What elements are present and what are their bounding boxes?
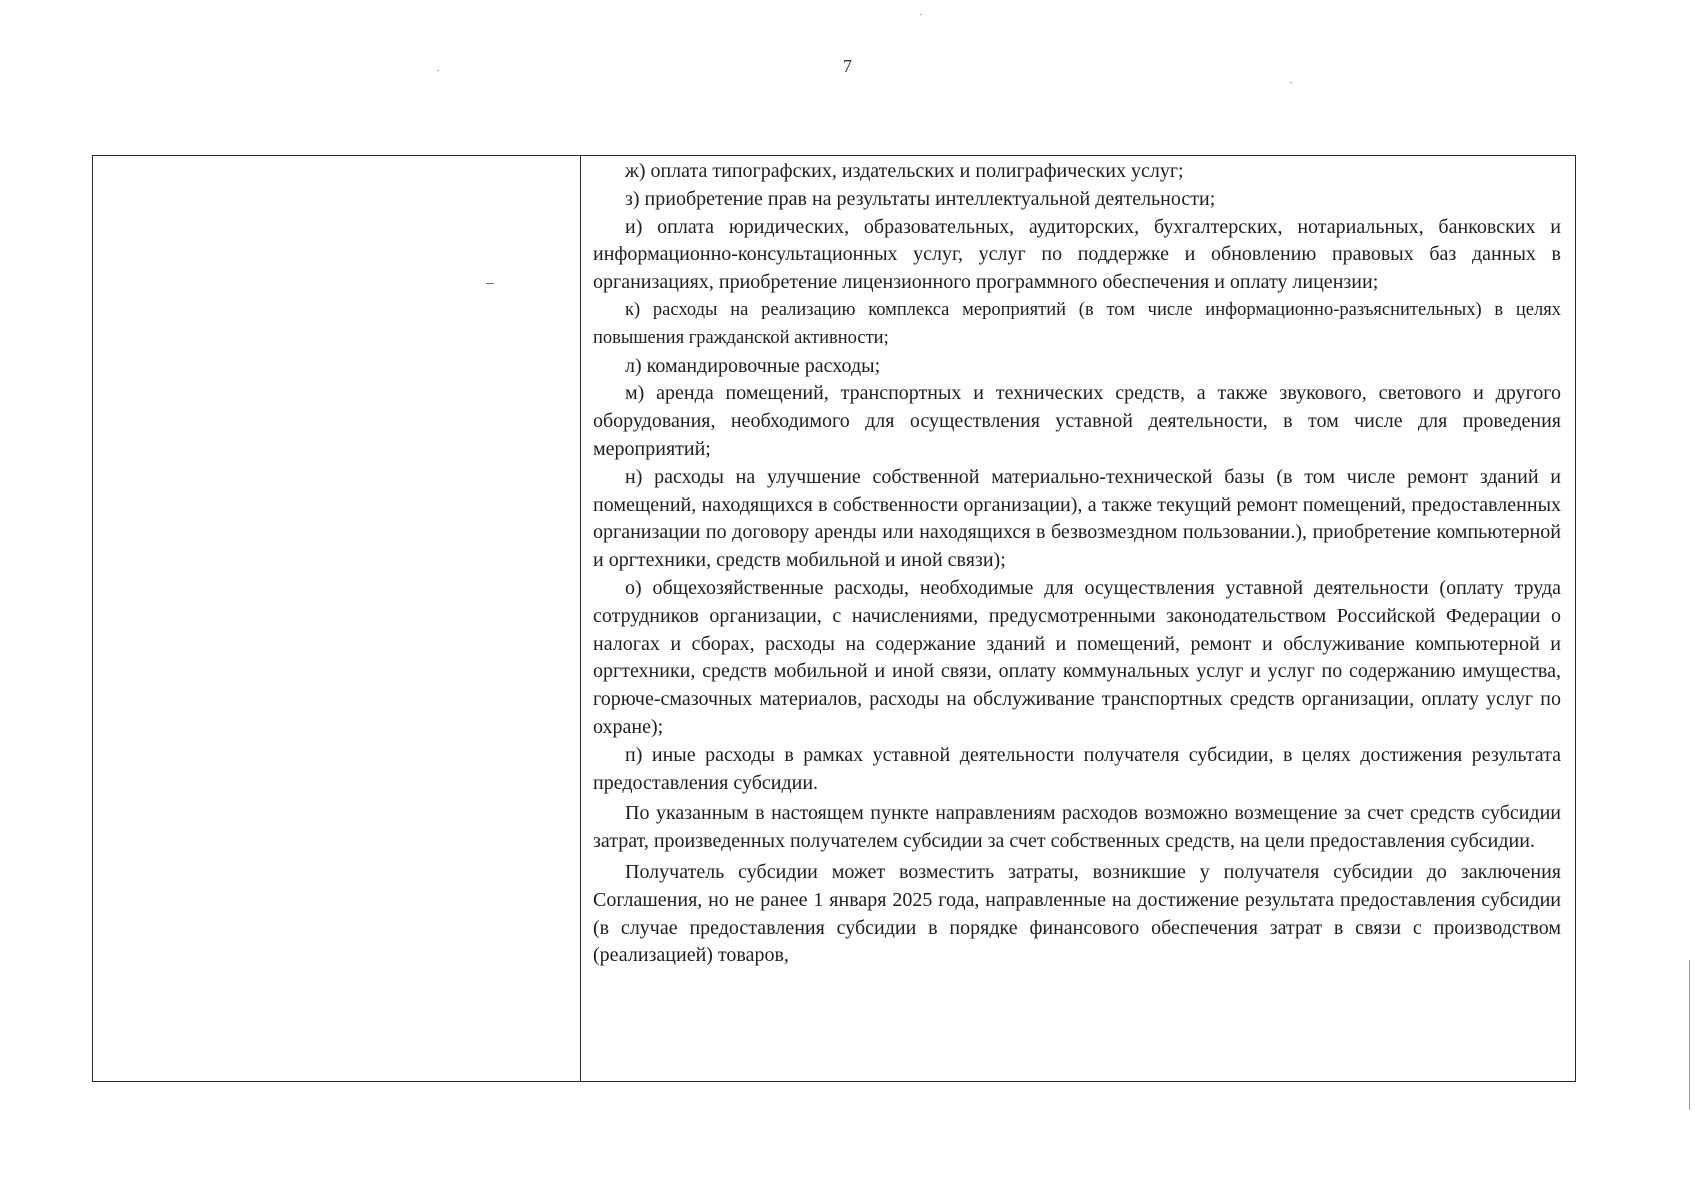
scan-speck bbox=[437, 70, 439, 71]
scan-speck bbox=[1290, 82, 1292, 83]
paragraph-z: з) приобретение прав на результаты интеллектуальной деятельности; bbox=[625, 187, 1216, 210]
paragraph-o: о) общехозяйственные расходы, необходимые для осуществления уставной деятельности (оплату труда сотрудников организации, с начислениями, предусмотренными законодательством Российской Федерации о налогах и сборах, расходы на содержание зданий и помещений, ремонт и обслуживание компьютерной и оргтехники, средств мобильной и иной связи, оплату коммунальных услуг и услуг по содержанию имущества, горюче-смазочных материалов, расходы на обслуживание транспортных средств организации, оплату услуг по охране); bbox=[593, 576, 1561, 738]
scan-speck bbox=[920, 14, 922, 15]
scan-dash-mark bbox=[486, 283, 494, 284]
paragraph-zh: ж) оплата типографских, издательских и полиграфических услуг; bbox=[625, 160, 1184, 182]
paragraph-i: и) оплата юридических, образовательных, аудиторских, бухгалтерских, нотариальных, банковских и информационно-консультационных услуг, услуг по поддержке и обновлению правовых баз данных в организациях, приобретение лицензионного программного обеспечения и оплату лицензии; bbox=[593, 215, 1561, 294]
paragraph-l: л) командировочные расходы; bbox=[625, 354, 881, 377]
paragraph-p: п) иные расходы в рамках уставной деятельности получателя субсидии, в целях достижения результата предоставления субсидии. bbox=[593, 743, 1561, 794]
paragraph-n: н) расходы на улучшение собственной материально-технической базы (в том числе ремонт зданий и помещений, находящихся в собственности организации), а также текущий ремонт помещений, предоставленных организации по договору аренды или находящихся в безвозмездном пользовании.), приобретение компьютерной и оргтехники, средств мобильной и иной связи); bbox=[593, 465, 1561, 572]
paragraph-m: м) аренда помещений, транспортных и технических средств, а также звукового, светового и другого оборудования, необходимого для осуществления уставной деятельности, в том числе для проведения мероприятий; bbox=[593, 382, 1561, 460]
paragraph-reimbursement: По указанным в настоящем пункте направлениям расходов возможно возмещение за счет средств субсидии затрат, произведенных получателем субсидии за счет собственных средств, на цели предоставления субсидии. bbox=[593, 802, 1561, 853]
scan-edge-line bbox=[1689, 960, 1690, 1110]
document-table bbox=[92, 155, 1576, 1082]
table-right-cell bbox=[581, 156, 1575, 1081]
table-left-cell bbox=[93, 156, 581, 1081]
paragraph-k: к) расходы на реализацию комплекса мероприятий (в том числе информационно-разъяснительных) в целях повышения гражданской активности; bbox=[593, 299, 1561, 348]
paragraph-recipient-costs: Получатель субсидии может возместить затраты, возникшие у получателя субсидии до заключения Соглашения, но не ранее 1 января 2025 года, направленные на достижение результата предоставления субсидии (в случае предоставления субсидии в порядке финансового обеспечения затрат в связи с производством (реализацией) товаров, bbox=[593, 860, 1561, 967]
page-number: 7 bbox=[843, 56, 852, 76]
